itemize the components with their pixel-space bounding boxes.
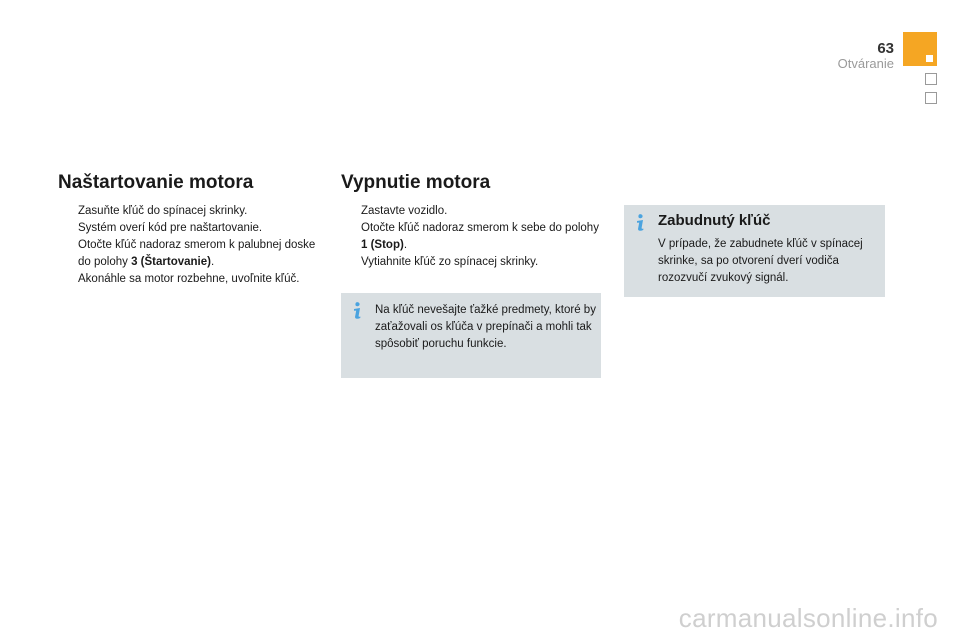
step-text: Otočte kľúč nadoraz smerom k palubnej doske do polohy <box>78 239 316 268</box>
list-item <box>58 203 328 237</box>
list-item <box>341 220 601 254</box>
list-item <box>58 271 328 288</box>
step-text: Otočte kľúč nadoraz smerom k sebe do polohy <box>361 222 599 234</box>
step-text: Vytiahnite kľúč zo spínacej skrinky. <box>361 256 539 268</box>
forgotten-key-box <box>624 205 885 297</box>
watermark: carmanualsonline.info <box>678 603 938 633</box>
stop-engine-steps <box>341 203 601 271</box>
section-tab <box>903 32 937 66</box>
list-item <box>58 237 328 271</box>
key-position: 3 (Štartovanie) <box>131 256 211 268</box>
section-marker <box>925 92 937 104</box>
start-engine-steps <box>58 203 328 288</box>
forgotten-key-title: Zabudnutý kľúč <box>658 212 771 229</box>
step-text: Zasuňte kľúč do spínacej skrinky. <box>78 205 248 217</box>
warning-note-box <box>341 293 601 378</box>
list-item <box>341 254 601 271</box>
step-text: . <box>403 239 408 251</box>
section-marker <box>925 73 937 85</box>
list-item <box>341 203 601 220</box>
step-text: Zastavte vozidlo. <box>361 205 448 217</box>
warning-note-text: Na kľúč nevešajte ťažké predmety, ktoré by zaťažovali os kľúča v prepínači a mohli tak spôsobiť poruchu funkcie. <box>375 304 596 350</box>
page-number: 63 <box>877 40 894 57</box>
step-text: Akonáhle sa motor rozbehne, uvoľnite kľúč. <box>78 273 300 285</box>
stop-engine-title: Vypnutie motora <box>341 172 491 193</box>
section-name: Otváranie <box>837 56 894 71</box>
step-text: . <box>210 256 215 268</box>
key-position: 1 (Stop) <box>361 239 404 251</box>
forgotten-key-text: V prípade, že zabudnete kľúč v spínacej skrinke, sa po otvorení dverí vodiča rozozvučí zvukový signál. <box>658 238 863 284</box>
tab-dot <box>926 55 933 62</box>
info-icon <box>351 302 365 319</box>
start-engine-title: Naštartovanie motora <box>58 172 254 193</box>
info-icon <box>634 214 648 231</box>
step-text: Systém overí kód pre naštartovanie. <box>78 222 263 234</box>
